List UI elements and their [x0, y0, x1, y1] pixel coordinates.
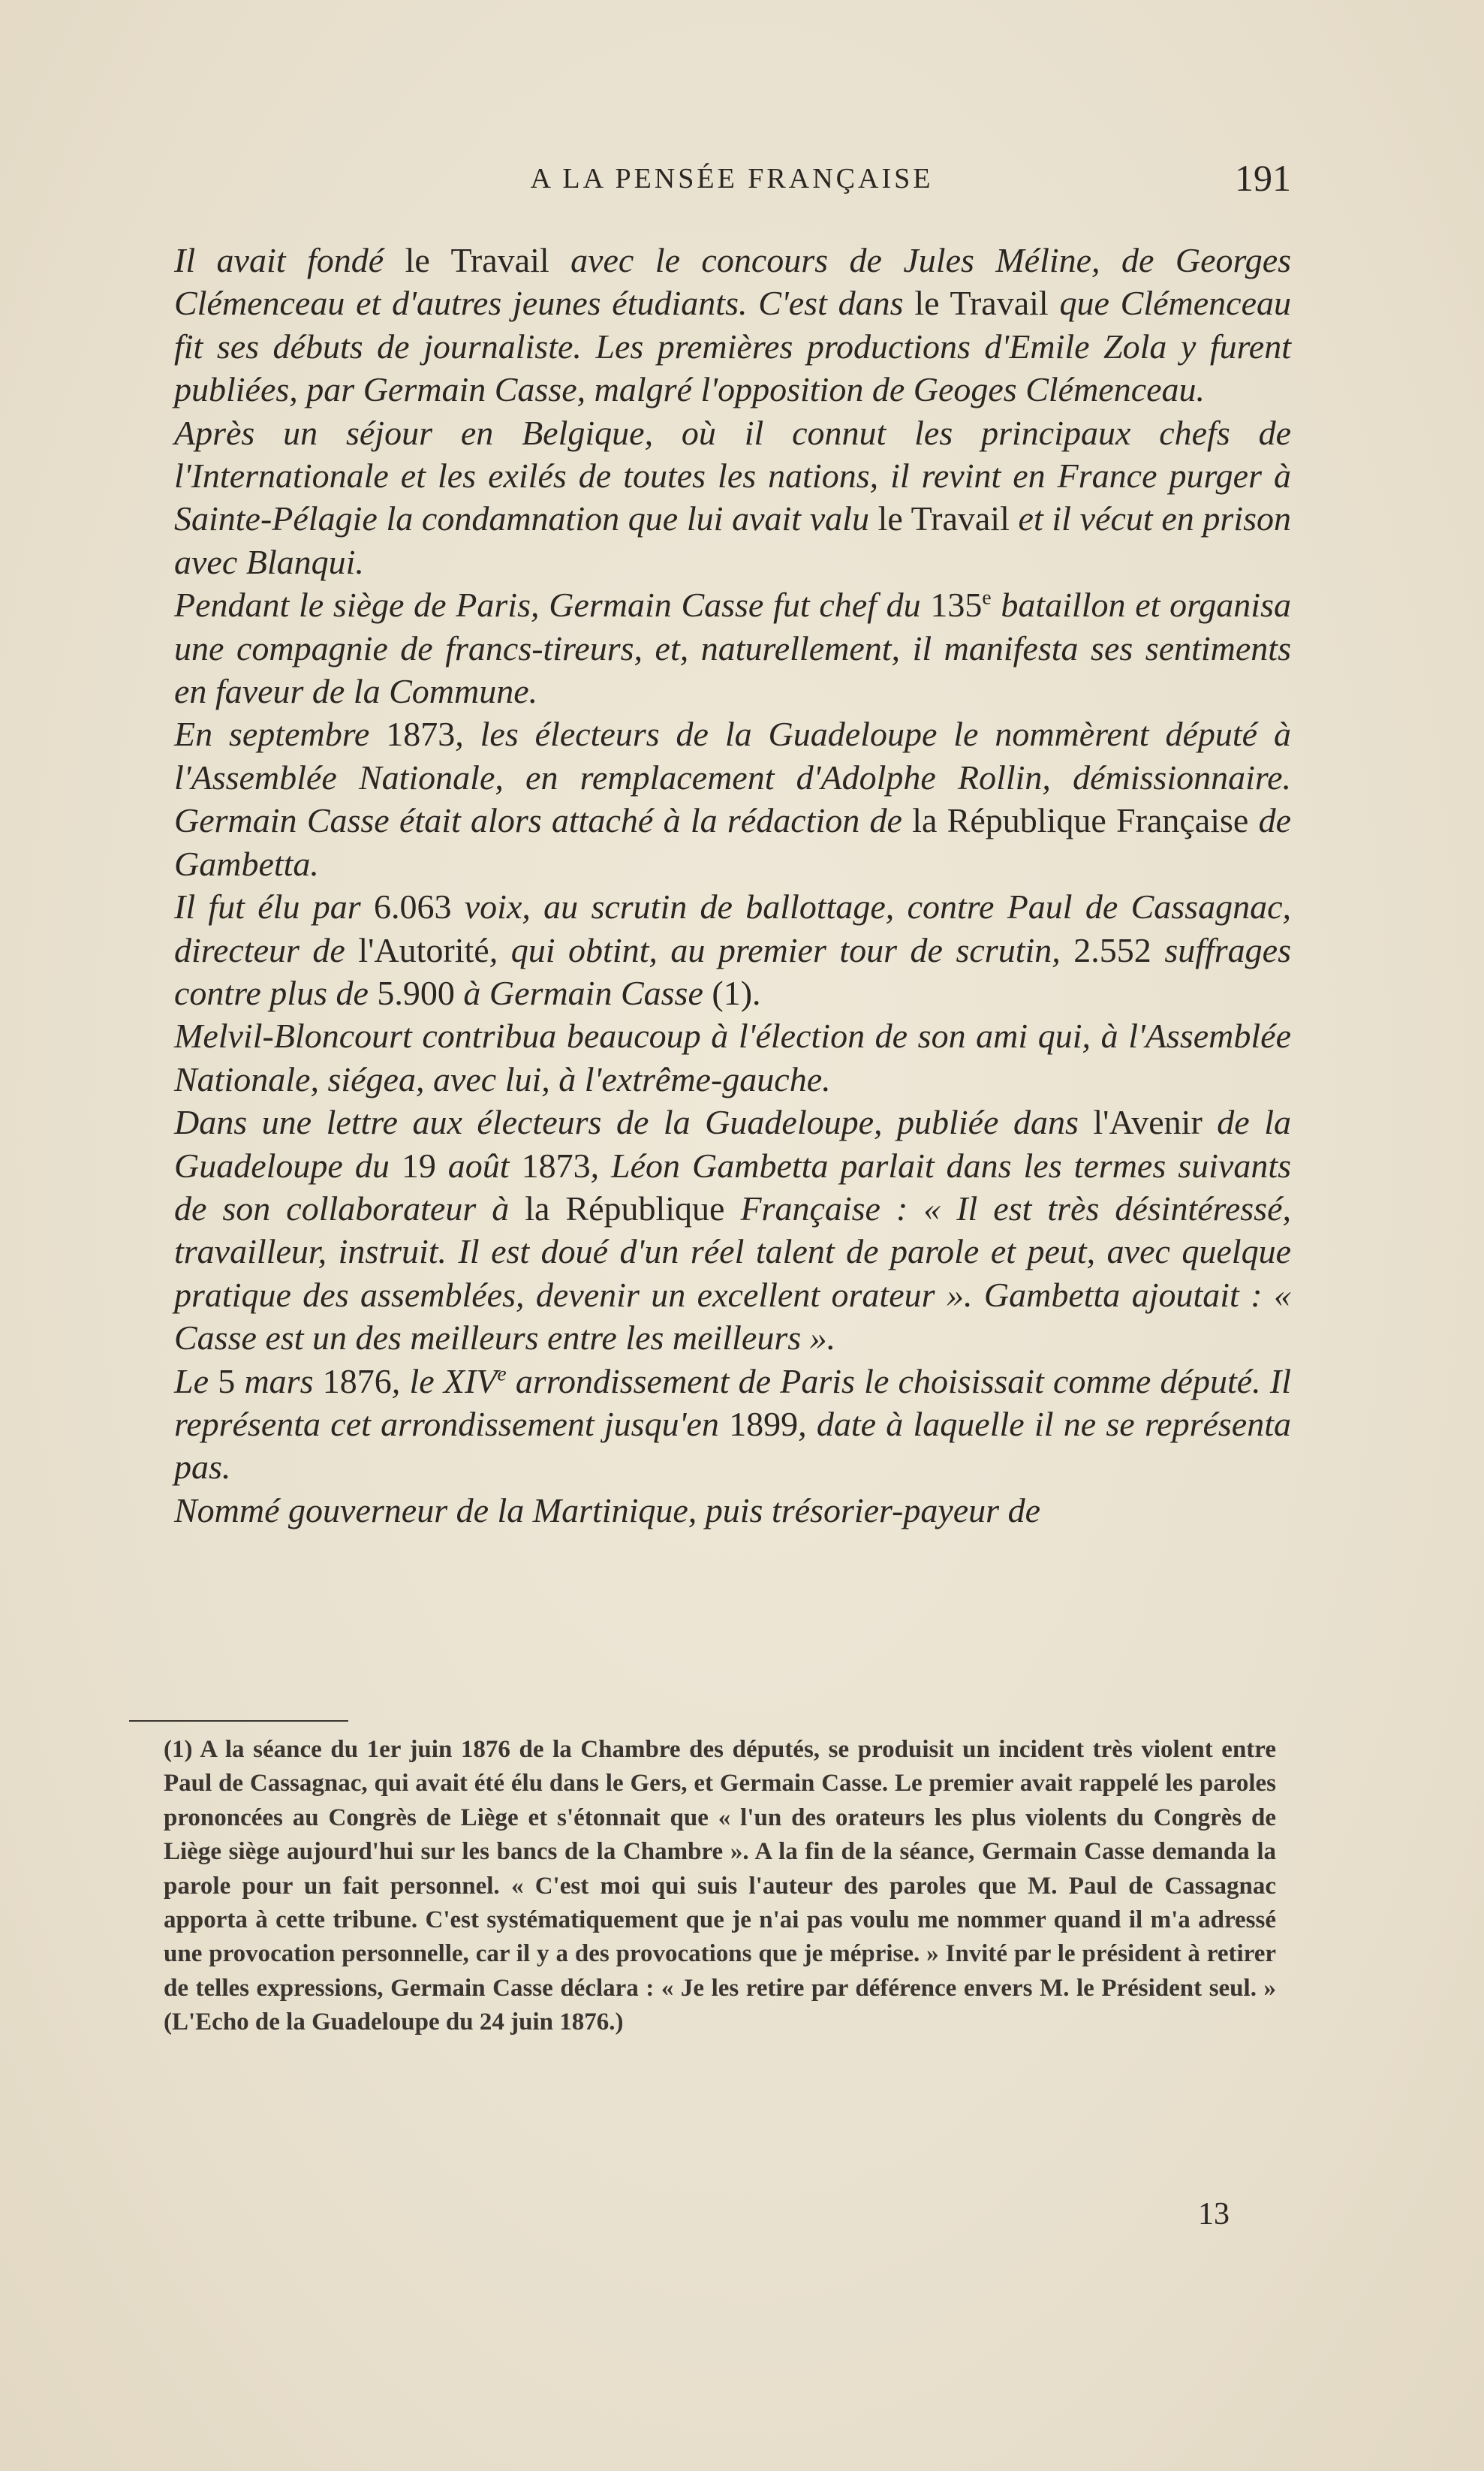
footnote-rule [129, 1720, 348, 1722]
text-run: la République [525, 1189, 741, 1228]
body-paragraph [174, 1101, 1291, 1359]
text-run: Après un séjour en Belgique, où il connut les principaux chefs de l'Internationale et les exilés de toutes les nations, il revint en France purger à Sainte-Pélagie la condamnation que lui avait valu [174, 413, 1291, 538]
body-paragraph [174, 885, 1291, 1014]
text-run: 1876 [322, 1361, 392, 1400]
text-run: , les électeurs de la Guadeloupe le nommèrent député à l'Assemblée Nationale, en remplacement d'Adolphe Rollin, démissionnaire. Germain Casse était alors attaché à la rédaction de [174, 715, 1291, 840]
text-run: Il fut élu par [174, 887, 374, 927]
body-paragraph [174, 411, 1291, 584]
text-run: , date à laquelle il ne se représenta pas. [174, 1404, 1291, 1487]
text-run: En septembre [174, 715, 387, 754]
body-paragraph [174, 1360, 1291, 1489]
page-number: 191 [1235, 157, 1291, 199]
text-run: , le XIV [391, 1361, 498, 1400]
text-run: le Travail [405, 241, 571, 279]
text-run: e [982, 585, 992, 609]
text-run: à Germain Casse [454, 973, 712, 1012]
text-run: de Gambetta. [174, 801, 1291, 883]
text-run: Melvil-Bloncourt contribua beaucoup à l'élection de son ami qui, à l'Assemblée Nationale, siégea, avec lui, à l'extrême-gauche. [174, 1017, 1291, 1098]
text-run: 1899 [729, 1404, 799, 1443]
text-run: août [435, 1146, 522, 1185]
body-paragraph [174, 239, 1291, 411]
text-run: Le [174, 1361, 218, 1400]
body-paragraph [174, 583, 1291, 713]
text-run: 5.900 [377, 973, 455, 1012]
body-text [174, 239, 1291, 1532]
text-run: e [497, 1361, 507, 1385]
text-run: Pendant le siège de Paris, Germain Casse fut chef du [174, 586, 931, 625]
text-run: l'Avenir [1093, 1103, 1218, 1142]
text-run: 5 [218, 1361, 236, 1400]
text-run: , qui obtint, au premier tour de scrutin, [489, 930, 1074, 969]
text-run: bataillon et organisa une compagnie de francs-tireurs, et, naturellement, il manifesta ses sentiments en faveur de la Commune. [174, 586, 1291, 711]
running-title: A LA PENSÉE FRANÇAISE [530, 163, 934, 194]
text-run: 19 [401, 1146, 436, 1185]
text-run: 1873 [521, 1146, 591, 1185]
text-run: que Clémenceau fit ses débuts de journaliste. Les premières productions d'Emile Zola y furent publiées, par Germain Casse, malgré l'opposition de Geoges Clémenceau. [174, 284, 1291, 409]
signature-mark: 13 [1198, 2197, 1230, 2231]
body-paragraph [174, 713, 1291, 885]
text-run: (1). [712, 973, 761, 1012]
text-run: le Travail [914, 284, 1060, 323]
text-run: la République Française [912, 801, 1259, 840]
body-paragraph [174, 1489, 1291, 1532]
text-run: Il avait fondé [174, 241, 405, 279]
text-run: 135 [930, 586, 983, 625]
text-run: arrondissement de Paris le choisissait comme député. Il représenta cet arrondissement jusqu'en [174, 1361, 1291, 1443]
text-run: , Léon Gambetta parlait dans les termes suivants de son collaborateur à [174, 1146, 1292, 1228]
text-run: le Travail [877, 499, 1019, 538]
text-run: 2.552 [1073, 930, 1151, 969]
text-run: de la Guadeloupe du [174, 1103, 1292, 1185]
text-run: et il vécut en prison avec Blanqui. [174, 499, 1292, 581]
text-run: 6.063 [373, 887, 452, 927]
text-run: suffrages contre plus de [174, 930, 1291, 1012]
text-run: Française : « Il est très désintéressé, travailleur, instruit. Il est doué d'un réel talent de parole et peut, avec quelque pratique des assemblées, devenir un excellent orateur ». Gambetta ajoutait : « Casse est un des meilleurs entre les meilleurs ». [174, 1189, 1291, 1358]
body-paragraph [174, 1014, 1291, 1101]
text-run: voix, au scrutin de ballottage, contre Paul de Cassagnac, directeur de [174, 887, 1291, 969]
footnote-text: (1) A la séance du 1er juin 1876 de la Chambre des députés, se produisit un incident très violent entre Paul de Cassagnac, qui avait été élu dans le Gers, et Germain Casse. Le premier avait rappelé les paroles prononcées au Congrès de Liège et s'étonnait que « l'un des orateurs les plus violents du Congrès de Liège siège aujourd'hui sur les bancs de la Chambre ». A la fin de la séance, Germain Casse demanda la parole pour un fait personnel. « C'est moi qui suis l'auteur des paroles que M. Paul de Cassagnac apporta à cette tribune. C'est systématiquement que je n'ai pas voulu me nommer quand il m'a adressé une provocation personnelle, car il y a des provocations que je méprise. » Invité par le président à retirer de telles expressions, Germain Casse déclara : « Je les retire par déférence envers M. le Président seul. » (L'Echo de la Guadeloupe du 24 juin 1876.) [164, 1736, 1276, 2036]
text-run: l'Autorité [358, 930, 489, 969]
running-head [173, 156, 1291, 201]
text-run: 1873 [386, 715, 456, 754]
text-run: avec le concours de Jules Méline, de Georges Clémenceau et d'autres jeunes étudiants. C'est dans [174, 241, 1292, 323]
text-run: Dans une lettre aux électeurs de la Guadeloupe, publiée dans [174, 1103, 1094, 1142]
text-run: mars [235, 1361, 323, 1400]
text-run: Nommé gouverneur de la Martinique, puis trésorier-payeur de [174, 1490, 1040, 1529]
footnote [164, 1733, 1276, 2040]
